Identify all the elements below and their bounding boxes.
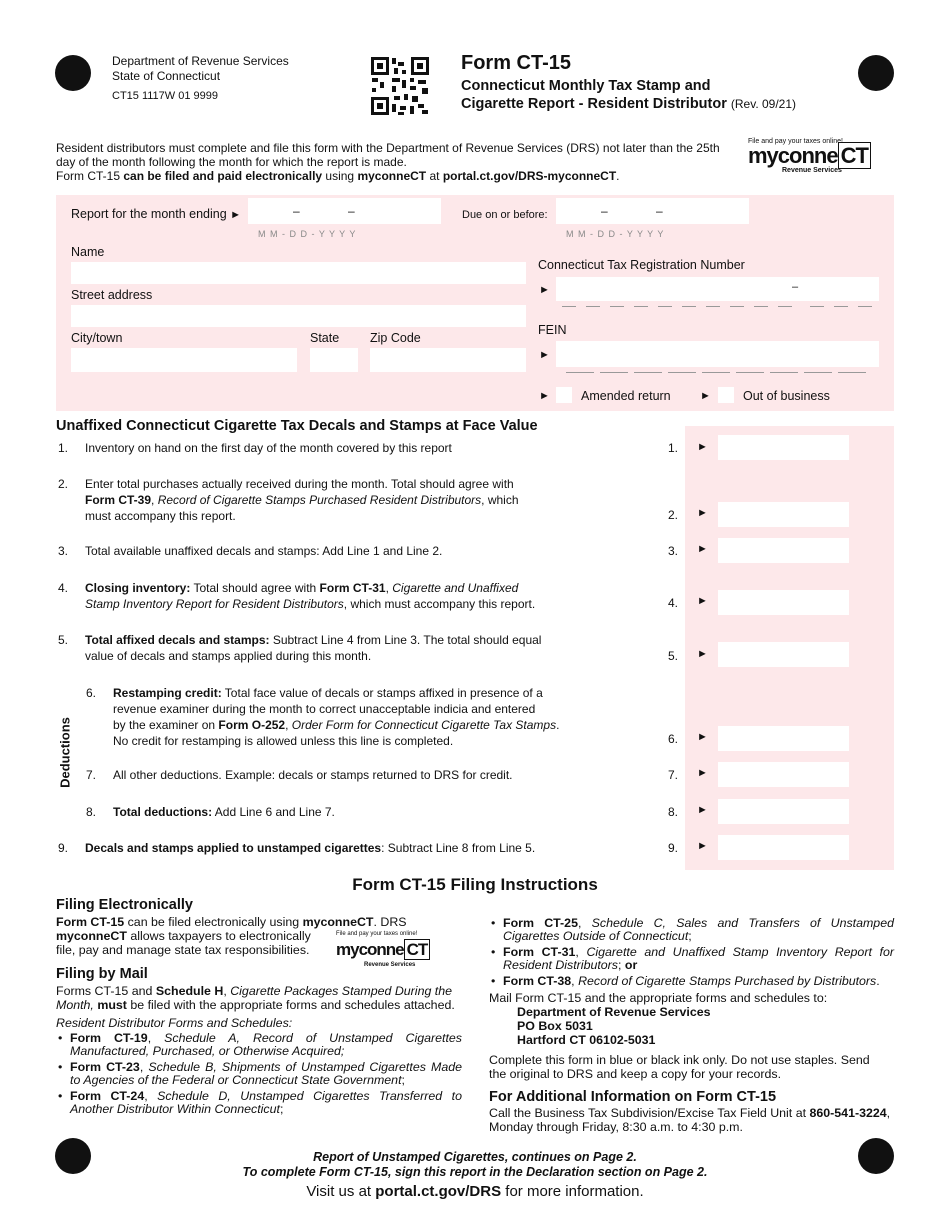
state-label: State bbox=[310, 331, 340, 345]
line-8-number: 8. bbox=[86, 805, 97, 819]
line-8-arrow-icon: ► bbox=[697, 804, 708, 816]
report-month-input[interactable]: – – bbox=[248, 198, 441, 224]
line-4-number: 4. bbox=[58, 581, 69, 595]
zip-label: Zip Code bbox=[370, 331, 421, 345]
line-3-text: Total available unaffixed decals and stamps: Add Line 1 and Line 2. bbox=[85, 544, 443, 558]
registration-mark-top-right bbox=[858, 55, 894, 91]
report-month-label: Report for the month ending ► bbox=[71, 207, 242, 221]
ct-registration-arrow-icon: ► bbox=[539, 284, 550, 296]
form-title: Form CT-15 bbox=[461, 52, 572, 74]
line-7-arrow-icon: ► bbox=[697, 767, 708, 779]
right-forms-list bbox=[489, 917, 894, 988]
state-input[interactable] bbox=[310, 348, 358, 372]
line-2-text: Enter total purchases actually received during the month. Total should agree with Form CT-39, Record of Cigarette Stamps Purchased Resident Distributors, which must accompany this report. bbox=[85, 477, 519, 523]
line-4-text: Closing inventory: Total should agree with Form CT-31, Cigarette and Unaffixed Stamp Inventory Report for Resident Distributors, which must accompany this report. bbox=[85, 581, 536, 611]
line-5-amount[interactable] bbox=[718, 642, 849, 667]
agency-name: Department of Revenue Services State of Connecticut bbox=[112, 54, 289, 83]
line-8-ref: 8. bbox=[667, 805, 678, 819]
myconnect-logo: File and pay your taxes online! myconne CT Revenue Services bbox=[748, 138, 894, 182]
line-9-arrow-icon: ► bbox=[697, 840, 708, 852]
section-title: Unaffixed Connecticut Cigarette Tax Decals and Stamps at Face Value bbox=[56, 418, 538, 434]
form-list-item: • Form CT-25, Schedule C, Sales and Transfers of Unstamped Cigarettes Outside of Connecticut; bbox=[489, 917, 894, 943]
report-month-format-hint: M M - D D - Y Y Y Y bbox=[258, 229, 357, 239]
line-9-text: Decals and stamps applied to unstamped cigarettes: Subtract Line 8 from Line 5. bbox=[85, 841, 536, 855]
line-1-amount[interactable] bbox=[718, 435, 849, 460]
line-6-amount[interactable] bbox=[718, 726, 849, 751]
line-2-ref: 2. bbox=[667, 508, 678, 522]
intro-text: Resident distributors must complete and file this form with the Department of Revenue Services (DRS) not later than the 25th day of the month following the month for which the report is made. Form CT-15 can be filed and paid electronically using myconneCT at portal.ct.gov/DRS-myconneCT. bbox=[56, 141, 720, 183]
line-7-number: 7. bbox=[86, 768, 97, 782]
street-address-label: Street address bbox=[71, 288, 153, 302]
instructions-right-column: • Form CT-25, Schedule C, Sales and Transfers of Unstamped Cigarettes Outside of Connecticut; • Form CT-31, Cigarette and Unaffixed Stamp Inventory Report for Resident Distributors; or • Form CT-38, Record of Cigarette Stamps Purchased by Distributors. Mail Form CT-15 and the appropriate forms and schedules to: Department of Revenue Services PO Box 5031 Hartford CT 06102-5031 Complete this form in blue or black ink only. Do not use staples. Send the original to DRS and keep a copy for your records. For Additional Information on Form CT-15 Call the Business Tax Subdivision/Excise Tax Field Unit at 860-541-3224, Monday through Friday, 8:30 a.m. to 4:30 p.m. bbox=[489, 917, 894, 1134]
form-list-item: • Form CT-23, Schedule B, Shipments of Unstamped Cigarettes Made to Agencies of the Federal or Connecticut State Government; bbox=[56, 1061, 462, 1087]
line-8-text: Total deductions: Add Line 6 and Line 7. bbox=[113, 805, 335, 819]
line-1-number: 1. bbox=[58, 441, 69, 455]
fein-arrow-icon: ► bbox=[539, 349, 550, 361]
ct-registration-label: Connecticut Tax Registration Number bbox=[538, 258, 745, 272]
form-list-item: • Form CT-38, Record of Cigarette Stamps Purchased by Distributors. bbox=[489, 975, 894, 988]
line-2-number: 2. bbox=[58, 477, 69, 491]
amended-return-label: Amended return bbox=[581, 389, 671, 403]
due-date-format-hint: M M - D D - Y Y Y Y bbox=[566, 229, 665, 239]
line-3-number: 3. bbox=[58, 544, 69, 558]
form-list-item: • Form CT-24, Schedule D, Unstamped Cigarettes Transferred to Another Distributor Within Connecticut; bbox=[56, 1090, 462, 1116]
line-5-arrow-icon: ► bbox=[697, 648, 708, 660]
name-input[interactable] bbox=[71, 262, 526, 284]
line-3-ref: 3. bbox=[667, 544, 678, 558]
out-of-business-checkbox[interactable] bbox=[718, 387, 734, 403]
qr-code-icon bbox=[370, 56, 430, 116]
line-5-number: 5. bbox=[58, 633, 69, 647]
line-2-arrow-icon: ► bbox=[697, 507, 708, 519]
footer-visit: Visit us at portal.ct.gov/DRS for more information. bbox=[306, 1183, 644, 1200]
line-9-amount[interactable] bbox=[718, 835, 849, 860]
line-6-text: Restamping credit: Total face value of decals or stamps affixed in presence of a revenue examiner during the month to correct unacceptable indicia and entered by the examiner on Form O-252, Order Form for Connecticut Cigarette Tax Stamps. No credit for restamping is allowed unless this line is completed. bbox=[113, 686, 560, 748]
line-1-arrow-icon: ► bbox=[697, 441, 708, 453]
line-7-amount[interactable] bbox=[718, 762, 849, 787]
line-3-amount[interactable] bbox=[718, 538, 849, 563]
instructions-left-column: Filing Electronically Form CT-15 can be filed electronically using myconneCT. DRS myconneCT allows taxpayers to electronically file, pay and manage state tax responsibilities. File and pay your taxes online! myconne CT Revenue Services Filing by Mail Forms CT-15 and Schedule H, Cigarette Packages Stamped During the Month, must be filed with the appropriate forms and schedules attached. Resident Distributor Forms and Schedules: • Form CT-19, Schedule A, Record of Unstamped Cigarettes Manufactured, Purchased, or Otherwise Acquired; • Form CT-23, Schedule B, Shipments of Unstamped Cigarettes Made to Agencies of the Federal or Connecticut State Government; • Form CT-24, Schedule D, Unstamped Cigarettes Transferred to Another Distributor Within Connecticut; bbox=[56, 898, 462, 1119]
line-3-arrow-icon: ► bbox=[697, 543, 708, 555]
street-address-input[interactable] bbox=[71, 305, 526, 327]
line-7-ref: 7. bbox=[667, 768, 678, 782]
out-of-business-arrow-icon: ► bbox=[700, 390, 711, 402]
deductions-label: Deductions bbox=[57, 717, 73, 788]
fein-input[interactable] bbox=[556, 341, 879, 367]
city-label: City/town bbox=[71, 331, 123, 345]
form-subtitle: Connecticut Monthly Tax Stamp and Cigarette Report - Resident Distributor (Rev. 09/21) bbox=[461, 78, 797, 112]
amended-return-checkbox[interactable] bbox=[556, 387, 572, 403]
line-1-text: Inventory on hand on the first day of the month covered by this report bbox=[85, 441, 452, 455]
myconnect-logo-small: File and pay your taxes online! myconne CT Revenue Services bbox=[336, 927, 461, 961]
zip-input[interactable] bbox=[370, 348, 526, 372]
due-date-label: Due on or before: bbox=[462, 209, 548, 221]
line-4-arrow-icon: ► bbox=[697, 595, 708, 607]
line-6-ref: 6. bbox=[667, 732, 678, 746]
city-input[interactable] bbox=[71, 348, 297, 372]
registration-mark-top-left bbox=[55, 55, 91, 91]
line-5-ref: 5. bbox=[667, 649, 678, 663]
line-9-ref: 9. bbox=[667, 841, 678, 855]
line-2-amount[interactable] bbox=[718, 502, 849, 527]
line-4-ref: 4. bbox=[667, 596, 678, 610]
taxpayer-info-panel bbox=[56, 195, 894, 411]
line-8-amount[interactable] bbox=[718, 799, 849, 824]
ct-registration-input[interactable]: – bbox=[556, 277, 879, 301]
line-6-number: 6. bbox=[86, 686, 97, 700]
fein-label: FEIN bbox=[538, 323, 567, 337]
amended-arrow-icon: ► bbox=[539, 390, 550, 402]
line-7-text: All other deductions. Example: decals or stamps returned to DRS for credit. bbox=[113, 768, 513, 782]
footer-notes: Report of Unstamped Cigarettes, continues on Page 2. To complete Form CT-15, sign this report in the Declaration section on Page 2. bbox=[242, 1150, 708, 1179]
instructions-title: Form CT-15 Filing Instructions bbox=[352, 875, 598, 894]
left-forms-list bbox=[56, 1032, 462, 1116]
form-list-item: • Form CT-19, Schedule A, Record of Unstamped Cigarettes Manufactured, Purchased, or Otherwise Acquired; bbox=[56, 1032, 462, 1058]
out-of-business-label: Out of business bbox=[743, 389, 830, 403]
form-list-item: • Form CT-31, Cigarette and Unaffixed Stamp Inventory Report for Resident Distributors; or bbox=[489, 946, 894, 972]
name-label: Name bbox=[71, 245, 105, 259]
line-1-ref: 1. bbox=[667, 441, 678, 455]
line-4-amount[interactable] bbox=[718, 590, 849, 615]
line-6-arrow-icon: ► bbox=[697, 731, 708, 743]
form-code: CT15 1117W 01 9999 bbox=[112, 90, 218, 102]
line-5-text: Total affixed decals and stamps: Subtract Line 4 from Line 3. The total should equal value of decals and stamps applied during this month. bbox=[85, 633, 542, 663]
line-9-number: 9. bbox=[58, 841, 69, 855]
due-date-input[interactable]: – – bbox=[556, 198, 749, 224]
